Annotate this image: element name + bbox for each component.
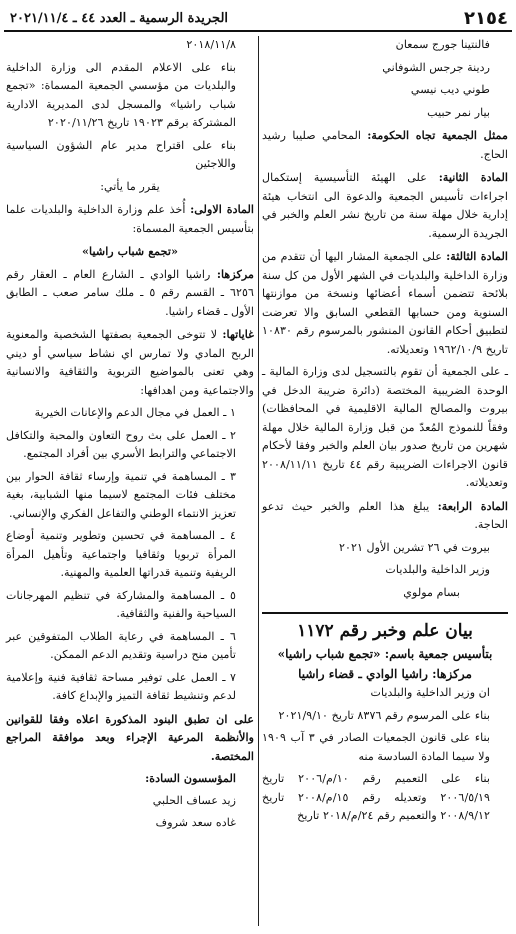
right-column bbox=[262, 36, 512, 830]
goal-item: ٣ ـ المساهمة في تنمية وإرساء ثقافة الحوار بين مختلف فئات المجتمع لاسيما منها الشبابية، بغية تعزيز الانتماء الوطني والتفاعل الفكري والإنساني. bbox=[6, 469, 236, 520]
minister-title: وزير الداخلية والبلديات bbox=[385, 563, 490, 576]
founders-label: المؤسسون السادة: bbox=[145, 771, 236, 785]
article-3-tax: ـ على الجمعية أن تقوم بالتسجيل لدى وزارة المالية ـ الوحدة الضريبية المختصة (دائرة ضريبة الدخل في بيروت والمصالح المالية الاقليمية في المحافظات) وفقاً للنموذج المُعدّ من قبل وزارة المالية خلال مهلة شهرين من تاريخ صدور بيان العلم والخبر وفقا لأحكام قانون الاجراءات الضريبية رقم ٤٤ تاريخ ٢٠٠٨/١١/١١ وتعديلاته. bbox=[262, 365, 508, 489]
article-4 bbox=[262, 497, 508, 535]
article-3-label: المادة الثالثة: bbox=[446, 249, 508, 263]
member-name: ردينة جرجس الشوفاني bbox=[382, 60, 490, 74]
goal-item: ٢ ـ العمل على بث روح التعاون والمحبة والتكافل الاجتماعي والترابط الأسري بين أفراد المجتمع. bbox=[6, 428, 236, 460]
page-number: ٢١٥٤ bbox=[464, 7, 508, 29]
gov-rep-label: ممثل الجمعية تجاه الحكومة: bbox=[367, 128, 508, 142]
member-name: طوني ديب نيسي bbox=[410, 83, 490, 96]
headquarters bbox=[6, 265, 254, 322]
goals-label: غاياتها: bbox=[222, 327, 254, 341]
article-1-label: المادة الاولى: bbox=[190, 202, 255, 216]
article-2 bbox=[262, 168, 508, 243]
article-3 bbox=[262, 247, 508, 359]
notice-location: مركزها: راشيا الوادي ـ قضاء راشيا bbox=[298, 667, 472, 681]
recital-1: بناء على الاعلام المقدم الى وزارة الداخلية والبلديات من مؤسسي الجمعية المسماة: «تجمع شباب راشيا» والمسجل لدى المديرية الادارية المشتركة برقم ١٩٠٢٣ تاريخ ٢٠٢٠/١١/٢٦ bbox=[6, 60, 236, 129]
compliance-clause: على ان تطبق البنود المذكورة اعلاه وفقا للقوانين والأنظمة المرعية الإجراء وبعد موافقة المراجع المختصة. bbox=[6, 711, 254, 763]
article-1-text: أُخذ علم وزارة الداخلية والبلديات علما بتأسيس الجمعية المسماة: bbox=[6, 203, 254, 235]
member-name: فالنتينا جورج سمعان bbox=[395, 38, 490, 51]
goal-item: ٤ ـ المساهمة في تحسين وتطوير وتنمية أوضاع المرأة تربويا وثقافيا واجتماعية وتأهيل المرأة الريفية وتنمية قدراتها العلمية والمهنية. bbox=[6, 529, 236, 579]
article-2-text: على الهيئة التأسيسية إستكمال اجراءات تأسيس الجمعية والدعوة الى انتخاب هيئة إدارية خلال مهلة سنة من تاريخ نشر العلم والخبر في الجريدة الرسمية. bbox=[262, 171, 508, 240]
member-name: بيار نمر حبيب bbox=[427, 105, 490, 119]
intro-law: بناء على قانون الجمعيات الصادر في ٣ آب ١٩٠٩ ولا سيما المادة السادسة منه bbox=[262, 731, 490, 763]
goal-item: ٥ ـ المساهمة والمشاركة في تنظيم المهرجانات السياحية والفنية والثقافية. bbox=[6, 588, 236, 620]
hq-label: مركزها: bbox=[216, 266, 254, 281]
page-header bbox=[4, 6, 512, 32]
signing-date: بيروت في ٢٦ تشرين الأول ٢٠٢١ bbox=[338, 540, 490, 554]
article-4-text: يبلغ هذا العلم والخبر حيث تدعو الحاجة. bbox=[262, 499, 508, 531]
gazette-title: الجريدة الرسمية ـ العدد ٤٤ ـ ٢٠٢١/١١/٤ bbox=[10, 10, 229, 26]
decision-date: ٢٠١٨/١١/٨ bbox=[186, 38, 236, 51]
article-3-text: على الجمعية المشار اليها أن تتقدم من وزارة الداخلية والبلديات في الشهر الأول من كل سنة بلائحة تتضمن أسماء أعضائها ونسخة من موازنتها السنوية ومن حسابها القطعي السابق والا تعرضت لتطبيق أحكام القانون المنشور بالمرسوم رقم ١٠٨٣٠ تاريخ ١٩٦٢/١٠/٩ وتعديلاته. bbox=[262, 250, 508, 356]
founder-name: غاده سعد شروف bbox=[155, 816, 236, 829]
recital-2: بناء على اقتراح مدير عام الشؤون السياسية واللاجئين bbox=[6, 138, 236, 170]
column-divider bbox=[258, 36, 259, 926]
gov-rep-name: المحامي صليبا رشيد الحاج. bbox=[262, 129, 508, 161]
intro-minister: ان وزير الداخلية والبلديات bbox=[370, 686, 490, 699]
article-4-label: المادة الرابعة: bbox=[437, 498, 508, 513]
goals bbox=[6, 325, 254, 400]
intro-decree: بناء على المرسوم رقم ٨٣٧٦ تاريخ ٢٠٢١/٩/١٠ bbox=[278, 708, 490, 722]
goal-item: ١ ـ العمل في مجال الدعم والإعانات الخيرية bbox=[34, 406, 236, 419]
intro-circulars: بناء على التعميم رقم ١٠/م/٢٠٠٦ تاريخ ٢٠٠٦/٥/١٩ وتعديله رقم ١٥/م/٢٠٠٨ تاريخ ٢٠٠٨/٩/١٢ والتعميم رقم ٢٤/م/٢٠١٨ تاريخ bbox=[262, 772, 491, 822]
notice-title: بيان علم وخبر رقم ١١٧٢ bbox=[297, 621, 473, 641]
goal-item: ٦ ـ المساهمة في رعاية الطلاب المتفوقين عبر تأمين منح دراسية وتقديم الدعم الممكن. bbox=[6, 629, 236, 661]
gov-representative bbox=[262, 126, 508, 164]
hq-text: راشيا الوادي ـ الشارع العام ـ العقار رقم ٦٢٥٦ ـ القسم رقم ٥ ـ ملك سامر صعب ـ الطابق الأول ـ قضاء راشيا. bbox=[6, 267, 254, 318]
left-column bbox=[4, 36, 254, 837]
article-1 bbox=[6, 200, 254, 238]
goal-item: ٧ ـ العمل على توفير مساحة ثقافية فنية وإعلامية لدعم وتنشيط ثقافة التميز والإبداع كافة. bbox=[6, 670, 236, 702]
association-name: «تجمع شباب راشيا» bbox=[82, 244, 178, 258]
decides-heading: يقرر ما يأتي: bbox=[100, 179, 160, 193]
article-2-label: المادة الثانية: bbox=[438, 170, 508, 184]
goals-text: لا تتوخى الجمعية بصفتها الشخصية والمعنوية الربح المادي ولا تمارس اي نشاط سياسي أو ديني وهي تعنى بالمواضيع التربوية والثقافية والانسانية والاجتماعية ومن اهدافها: bbox=[6, 328, 254, 397]
minister-name: بسام مولوي bbox=[403, 585, 460, 599]
section-divider bbox=[262, 612, 508, 614]
founder-name: زيد عساف الحلبي bbox=[152, 793, 236, 807]
notice-subtitle: بتأسيس جمعية باسم: «تجمع شباب راشيا» bbox=[277, 647, 493, 661]
